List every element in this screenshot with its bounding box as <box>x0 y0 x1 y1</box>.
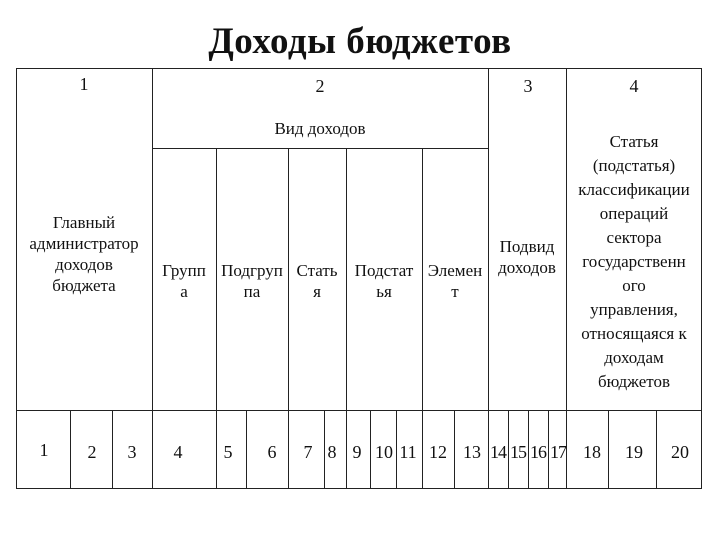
table-border-bottom <box>16 488 702 489</box>
col-divider-vid <box>488 68 489 488</box>
digit-cell: 6 <box>267 442 277 462</box>
header-admin <box>16 212 152 296</box>
header-subgroup-line: па <box>243 282 261 301</box>
table-border-top <box>16 68 702 69</box>
header-subarticle <box>346 260 422 302</box>
header-article <box>288 260 346 302</box>
header-classification-line: классификации <box>578 180 690 199</box>
header-element-line: Элемен <box>427 261 483 280</box>
digit-cell: 14 <box>490 442 506 462</box>
digit-cell: 4 <box>173 442 183 462</box>
digit-divider <box>608 410 609 488</box>
header-classification-line: доходам <box>604 348 664 367</box>
col-divider-subarticle <box>422 148 423 488</box>
header-classification-line: (подстатья) <box>592 156 676 175</box>
header-number-4: 4 <box>629 76 639 96</box>
col-divider-group <box>216 148 217 488</box>
budget-codes-table <box>16 68 702 488</box>
digit-cell: 16 <box>530 442 546 462</box>
header-vid-dohodov: Вид доходов <box>274 119 366 138</box>
digit-cell: 17 <box>550 442 566 462</box>
header-article-line: Стать <box>296 261 338 280</box>
header-element <box>422 260 488 302</box>
header-subtype-line: Подвид <box>499 237 555 256</box>
header-number-3: 3 <box>523 76 533 96</box>
digit-divider <box>70 410 71 488</box>
digit-divider <box>370 410 371 488</box>
header-classification-line: сектора <box>606 228 662 247</box>
digit-cell: 13 <box>463 442 481 462</box>
header-admin-line: Главный <box>52 213 116 232</box>
digit-cell: 1 <box>39 440 49 460</box>
digit-cell: 9 <box>352 442 362 462</box>
header-element-line: т <box>451 282 459 301</box>
header-subgroup-line: Подгруп <box>221 261 283 280</box>
digit-cell: 20 <box>671 442 689 462</box>
header-classification-line: операций <box>599 204 669 223</box>
digit-cell: 11 <box>399 442 417 462</box>
row-divider-vid <box>152 148 488 149</box>
digit-cell: 8 <box>327 442 337 462</box>
header-group <box>152 260 216 302</box>
header-admin-line: бюджета <box>52 276 116 295</box>
header-subgroup <box>216 260 288 302</box>
digit-divider <box>454 410 455 488</box>
header-admin-line: администратор <box>29 234 139 253</box>
col-divider-subgroup <box>288 148 289 488</box>
header-classification-line: относящаяся к <box>581 324 687 343</box>
digit-divider <box>112 410 113 488</box>
header-classification-line: государственн <box>582 252 686 271</box>
header-number-2: 2 <box>315 76 325 96</box>
header-classification-line: Статья <box>609 132 659 151</box>
row-divider-digits <box>16 410 702 411</box>
digit-cell: 5 <box>223 442 233 462</box>
digit-cell: 12 <box>429 442 447 462</box>
header-subarticle-line: ья <box>376 282 392 301</box>
digit-cell: 2 <box>87 442 97 462</box>
page-title: Доходы бюджетов <box>208 21 512 62</box>
header-article-line: я <box>313 282 321 301</box>
col-divider-article <box>346 148 347 488</box>
digit-cell: 10 <box>375 442 393 462</box>
header-subtype-line: доходов <box>498 258 556 277</box>
digit-divider <box>246 410 247 488</box>
header-subtype <box>488 236 566 278</box>
digit-cell: 3 <box>127 442 137 462</box>
header-group-line: а <box>180 282 188 301</box>
header-subarticle-line: Подстат <box>354 261 414 280</box>
digit-cell: 7 <box>303 442 313 462</box>
digit-cell: 15 <box>510 442 526 462</box>
digit-cell: 18 <box>583 442 601 462</box>
header-classification-line: управления, <box>590 300 678 319</box>
digit-cell: 19 <box>625 442 643 462</box>
header-classification-line: ого <box>622 276 646 295</box>
header-number-1: 1 <box>79 74 89 94</box>
header-classification-line: бюджетов <box>598 372 670 391</box>
header-classification <box>566 130 702 394</box>
header-admin-line: доходов <box>55 255 113 274</box>
header-group-line: Групп <box>162 261 206 280</box>
digit-divider <box>656 410 657 488</box>
